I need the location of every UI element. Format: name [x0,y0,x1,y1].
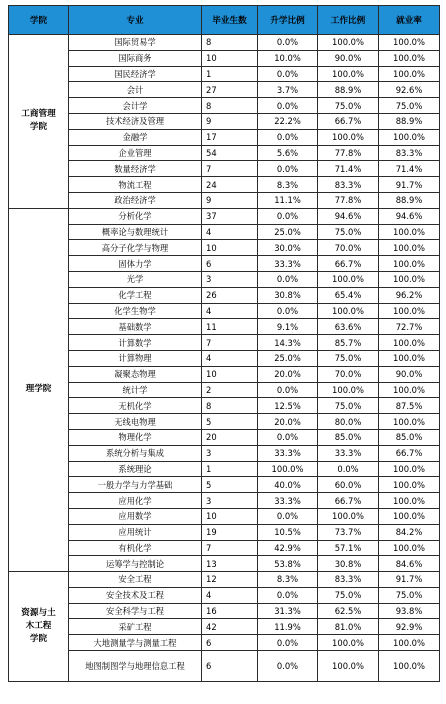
graduates-cell: 12 [202,572,258,588]
table-row [9,319,440,335]
header-work-ratio: 工作比例 [318,6,379,35]
table-row [9,382,440,398]
graduates-cell: 7 [202,335,258,351]
graduates-cell: 8 [202,98,258,114]
further-study-ratio-cell: 0.0% [258,66,318,82]
further-study-ratio-cell: 33.3% [258,256,318,272]
table-row [9,477,440,493]
graduates-cell: 26 [202,287,258,303]
further-study-ratio-cell: 20.0% [258,366,318,382]
employment-rate-cell: 100.0% [379,240,440,256]
major-cell: 国际商务 [69,50,202,66]
further-study-ratio-cell: 8.3% [258,177,318,193]
table-row [9,350,440,366]
work-ratio-cell: 33.3% [318,445,379,461]
employment-rate-cell: 91.7% [379,572,440,588]
graduates-cell: 37 [202,208,258,224]
major-cell: 化学工程 [69,287,202,303]
work-ratio-cell: 80.0% [318,414,379,430]
major-cell: 安全科学与工程 [69,603,202,619]
table-row [9,619,440,635]
work-ratio-cell: 83.3% [318,572,379,588]
work-ratio-cell: 66.7% [318,256,379,272]
work-ratio-cell: 75.0% [318,98,379,114]
table-row [9,240,440,256]
table-row [9,66,440,82]
employment-rate-cell: 92.9% [379,619,440,635]
major-cell: 会计学 [69,98,202,114]
employment-rate-cell: 100.0% [379,350,440,366]
header-major: 专业 [69,6,202,35]
employment-rate-cell: 100.0% [379,256,440,272]
work-ratio-cell: 0.0% [318,461,379,477]
table-row [9,414,440,430]
graduates-cell: 3 [202,493,258,509]
major-cell: 物理化学 [69,429,202,445]
graduates-cell: 6 [202,635,258,651]
table-row [9,287,440,303]
header-college: 学院 [9,6,69,35]
employment-rate-cell: 71.4% [379,161,440,177]
work-ratio-cell: 60.0% [318,477,379,493]
employment-rate-cell: 100.0% [379,461,440,477]
work-ratio-cell: 83.3% [318,177,379,193]
header-graduates: 毕业生数 [202,6,258,35]
work-ratio-cell: 85.0% [318,429,379,445]
further-study-ratio-cell: 42.9% [258,540,318,556]
major-cell: 大地测量学与测量工程 [69,635,202,651]
further-study-ratio-cell: 53.8% [258,556,318,572]
employment-rate-cell: 100.0% [379,477,440,493]
table-body [9,35,440,682]
major-cell: 应用化学 [69,493,202,509]
work-ratio-cell: 77.8% [318,145,379,161]
table-row [9,50,440,66]
further-study-ratio-cell: 40.0% [258,477,318,493]
further-study-ratio-cell: 0.0% [258,508,318,524]
work-ratio-cell: 100.0% [318,508,379,524]
major-cell: 统计学 [69,382,202,398]
employment-rate-cell: 66.7% [379,445,440,461]
major-cell: 计算数学 [69,335,202,351]
work-ratio-cell: 62.5% [318,603,379,619]
graduates-cell: 7 [202,161,258,177]
employment-rate-cell: 96.2% [379,287,440,303]
table-row [9,82,440,98]
work-ratio-cell: 100.0% [318,66,379,82]
further-study-ratio-cell: 20.0% [258,414,318,430]
table-row [9,587,440,603]
table-row [9,161,440,177]
employment-rate-cell: 100.0% [379,303,440,319]
employment-rate-cell: 100.0% [379,335,440,351]
employment-rate-cell: 75.0% [379,587,440,603]
graduates-cell: 7 [202,540,258,556]
work-ratio-cell: 75.0% [318,398,379,414]
employment-rate-cell: 100.0% [379,50,440,66]
major-cell: 系统理论 [69,461,202,477]
further-study-ratio-cell: 0.0% [258,35,318,51]
further-study-ratio-cell: 22.2% [258,113,318,129]
graduates-cell: 4 [202,350,258,366]
further-study-ratio-cell: 0.0% [258,587,318,603]
graduates-cell: 54 [202,145,258,161]
graduates-cell: 10 [202,366,258,382]
major-cell: 安全工程 [69,572,202,588]
graduates-cell: 6 [202,651,258,682]
major-cell: 企业管理 [69,145,202,161]
further-study-ratio-cell: 0.0% [258,271,318,287]
graduates-cell: 16 [202,603,258,619]
work-ratio-cell: 100.0% [318,635,379,651]
work-ratio-cell: 100.0% [318,129,379,145]
major-cell: 技术经济及管理 [69,113,202,129]
further-study-ratio-cell: 0.0% [258,303,318,319]
employment-rate-cell: 83.3% [379,145,440,161]
major-cell: 安全技术及工程 [69,587,202,603]
table-row [9,493,440,509]
major-cell: 采矿工程 [69,619,202,635]
further-study-ratio-cell: 10.5% [258,524,318,540]
work-ratio-cell: 100.0% [318,271,379,287]
graduates-cell: 20 [202,429,258,445]
further-study-ratio-cell: 0.0% [258,161,318,177]
employment-table [8,5,440,682]
major-cell: 应用统计 [69,524,202,540]
further-study-ratio-cell: 30.8% [258,287,318,303]
graduates-cell: 1 [202,66,258,82]
table-row [9,572,440,588]
major-cell: 地图制图学与地理信息工程 [69,651,202,682]
further-study-ratio-cell: 25.0% [258,350,318,366]
further-study-ratio-cell: 11.9% [258,619,318,635]
further-study-ratio-cell: 0.0% [258,429,318,445]
graduates-cell: 4 [202,587,258,603]
employment-rate-cell: 94.6% [379,208,440,224]
further-study-ratio-cell: 30.0% [258,240,318,256]
work-ratio-cell: 77.8% [318,192,379,208]
table-row [9,603,440,619]
employment-rate-cell: 92.6% [379,82,440,98]
table-row [9,429,440,445]
major-cell: 无机化学 [69,398,202,414]
table-row [9,635,440,651]
major-cell: 一般力学与力学基础 [69,477,202,493]
graduates-cell: 9 [202,113,258,129]
further-study-ratio-cell: 0.0% [258,651,318,682]
table-row [9,145,440,161]
table-row [9,113,440,129]
table-row [9,303,440,319]
major-cell: 数量经济学 [69,161,202,177]
work-ratio-cell: 71.4% [318,161,379,177]
further-study-ratio-cell: 11.1% [258,192,318,208]
employment-rate-cell: 84.6% [379,556,440,572]
employment-rate-cell: 90.0% [379,366,440,382]
table-row [9,335,440,351]
table-row [9,177,440,193]
further-study-ratio-cell: 25.0% [258,224,318,240]
major-cell: 应用数学 [69,508,202,524]
graduates-cell: 4 [202,224,258,240]
employment-rate-cell: 88.9% [379,192,440,208]
graduates-cell: 1 [202,461,258,477]
major-cell: 有机化学 [69,540,202,556]
major-cell: 固体力学 [69,256,202,272]
major-cell: 凝聚态物理 [69,366,202,382]
employment-rate-cell: 100.0% [379,271,440,287]
further-study-ratio-cell: 8.3% [258,572,318,588]
major-cell: 运筹学与控制论 [69,556,202,572]
further-study-ratio-cell: 0.0% [258,635,318,651]
major-cell: 会计 [69,82,202,98]
major-cell: 政治经济学 [69,192,202,208]
table-row [9,271,440,287]
work-ratio-cell: 66.7% [318,493,379,509]
work-ratio-cell: 100.0% [318,303,379,319]
graduates-cell: 42 [202,619,258,635]
college-cell: 工商管理 学院 [9,35,69,209]
employment-rate-cell: 93.8% [379,603,440,619]
graduates-cell: 13 [202,556,258,572]
employment-rate-cell: 100.0% [379,651,440,682]
employment-rate-cell: 100.0% [379,508,440,524]
table-row [9,129,440,145]
employment-rate-cell: 100.0% [379,129,440,145]
table-row [9,256,440,272]
major-cell: 国民经济学 [69,66,202,82]
major-cell: 金融学 [69,129,202,145]
work-ratio-cell: 75.0% [318,587,379,603]
major-cell: 光学 [69,271,202,287]
further-study-ratio-cell: 0.0% [258,382,318,398]
employment-rate-cell: 100.0% [379,414,440,430]
major-cell: 无线电物理 [69,414,202,430]
table-row [9,556,440,572]
graduates-cell: 11 [202,319,258,335]
table-row [9,524,440,540]
graduates-cell: 6 [202,256,258,272]
work-ratio-cell: 57.1% [318,540,379,556]
work-ratio-cell: 75.0% [318,350,379,366]
college-cell: 理学院 [9,208,69,571]
graduates-cell: 2 [202,382,258,398]
major-cell: 物流工程 [69,177,202,193]
graduates-cell: 5 [202,414,258,430]
table-row [9,35,440,51]
employment-rate-cell: 100.0% [379,224,440,240]
graduates-cell: 8 [202,35,258,51]
work-ratio-cell: 75.0% [318,224,379,240]
header-row [9,6,440,35]
employment-rate-cell: 87.5% [379,398,440,414]
further-study-ratio-cell: 12.5% [258,398,318,414]
major-cell: 计算物理 [69,350,202,366]
graduates-cell: 10 [202,240,258,256]
employment-rate-cell: 88.9% [379,113,440,129]
further-study-ratio-cell: 100.0% [258,461,318,477]
further-study-ratio-cell: 14.3% [258,335,318,351]
major-cell: 高分子化学与物理 [69,240,202,256]
work-ratio-cell: 70.0% [318,240,379,256]
graduates-cell: 10 [202,508,258,524]
work-ratio-cell: 65.4% [318,287,379,303]
graduates-cell: 10 [202,50,258,66]
table-row [9,192,440,208]
graduates-cell: 9 [202,192,258,208]
major-cell: 系统分析与集成 [69,445,202,461]
further-study-ratio-cell: 3.7% [258,82,318,98]
major-cell: 概率论与数理统计 [69,224,202,240]
employment-rate-cell: 84.2% [379,524,440,540]
graduates-cell: 3 [202,445,258,461]
further-study-ratio-cell: 31.3% [258,603,318,619]
work-ratio-cell: 94.6% [318,208,379,224]
graduates-cell: 24 [202,177,258,193]
employment-rate-cell: 100.0% [379,66,440,82]
employment-rate-cell: 91.7% [379,177,440,193]
major-cell: 化学生物学 [69,303,202,319]
graduates-cell: 4 [202,303,258,319]
table-row [9,398,440,414]
further-study-ratio-cell: 9.1% [258,319,318,335]
work-ratio-cell: 100.0% [318,651,379,682]
major-cell: 基础数学 [69,319,202,335]
graduates-cell: 3 [202,271,258,287]
work-ratio-cell: 100.0% [318,35,379,51]
further-study-ratio-cell: 5.6% [258,145,318,161]
work-ratio-cell: 73.7% [318,524,379,540]
table-row [9,98,440,114]
graduates-cell: 19 [202,524,258,540]
employment-rate-cell: 72.7% [379,319,440,335]
employment-rate-cell: 100.0% [379,540,440,556]
college-cell: 资源与土 木工程 学院 [9,572,69,682]
work-ratio-cell: 81.0% [318,619,379,635]
further-study-ratio-cell: 0.0% [258,98,318,114]
table-row [9,461,440,477]
work-ratio-cell: 88.9% [318,82,379,98]
work-ratio-cell: 90.0% [318,50,379,66]
employment-rate-cell: 85.0% [379,429,440,445]
major-cell: 分析化学 [69,208,202,224]
table-row [9,366,440,382]
table-row [9,540,440,556]
graduates-cell: 8 [202,398,258,414]
table-row [9,208,440,224]
further-study-ratio-cell: 0.0% [258,129,318,145]
work-ratio-cell: 100.0% [318,382,379,398]
further-study-ratio-cell: 33.3% [258,445,318,461]
further-study-ratio-cell: 10.0% [258,50,318,66]
employment-rate-cell: 100.0% [379,382,440,398]
work-ratio-cell: 66.7% [318,113,379,129]
employment-rate-cell: 100.0% [379,35,440,51]
work-ratio-cell: 70.0% [318,366,379,382]
table-container [8,5,440,682]
graduates-cell: 5 [202,477,258,493]
employment-rate-cell: 100.0% [379,635,440,651]
work-ratio-cell: 85.7% [318,335,379,351]
employment-rate-cell: 100.0% [379,493,440,509]
work-ratio-cell: 30.8% [318,556,379,572]
table-row [9,224,440,240]
further-study-ratio-cell: 33.3% [258,493,318,509]
further-study-ratio-cell: 0.0% [258,208,318,224]
graduates-cell: 17 [202,129,258,145]
header-further-study-ratio: 升学比例 [258,6,318,35]
employment-rate-cell: 75.0% [379,98,440,114]
header-employment-rate: 就业率 [379,6,440,35]
table-row [9,445,440,461]
major-cell: 国际贸易学 [69,35,202,51]
table-row [9,651,440,682]
table-row [9,508,440,524]
work-ratio-cell: 63.6% [318,319,379,335]
graduates-cell: 27 [202,82,258,98]
